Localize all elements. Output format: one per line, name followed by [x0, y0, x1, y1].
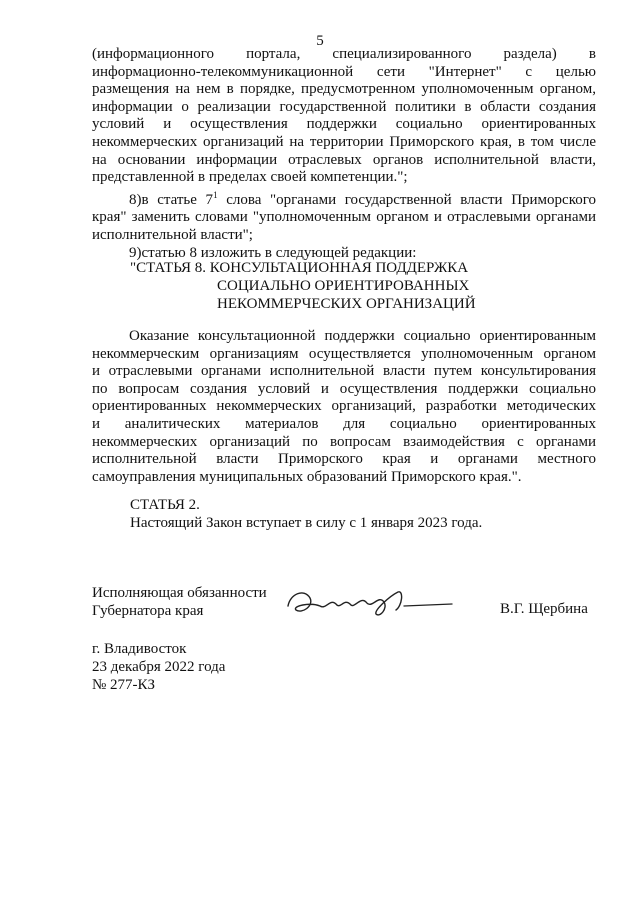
item-8-superscript: 1 [213, 189, 218, 200]
heading-line: НЕКОММЕРЧЕСКИХ ОРГАНИЗАЦИЙ [217, 296, 476, 312]
handwritten-signature [280, 584, 460, 622]
item-8-text-b: слова "органами государственной власти Приморского [217, 191, 597, 208]
article-2-title: СТАТЬЯ 2. [130, 497, 200, 513]
amendment-text [92, 46, 596, 262]
text-line: размещения на нем в порядке, предусмотренном уполномоченным органом, [92, 81, 596, 98]
text-line: и отраслевыми органами исполнительной власти путем консультирования [92, 363, 596, 380]
article-2-text: Настоящий Закон вступает в силу с 1 января 2023 года. [130, 515, 483, 531]
text-line: представленной в пределах своей компетенции."; [92, 169, 408, 186]
item-8-line [92, 187, 596, 210]
item-8-text-a: 8)в статье 7 [129, 191, 214, 208]
article-8-body [92, 328, 596, 486]
signing-city: г. Владивосток [92, 641, 187, 657]
text-line: самоуправления муниципальных образований Приморского края.". [92, 468, 522, 485]
signatory-title [92, 584, 267, 620]
text-line: края" заменить словами "уполномоченным органом и отраслевыми органами [92, 209, 596, 226]
text-line: информации о реализации государственной политики в области создания [92, 98, 596, 115]
text-line: некоммерческих организаций на территории Приморского края, в том числе [92, 133, 596, 150]
text-line: исполнительной власти Приморского края и органами местного [92, 451, 596, 468]
text-line: на основании информации отраслевых органов исполнительной власти, [92, 151, 596, 168]
page-number: 5 [316, 33, 324, 49]
text-line: исполнительной власти"; [92, 226, 253, 243]
law-number: № 277-КЗ [92, 677, 156, 693]
text-line: Оказание консультационной поддержки социально ориентированным [129, 328, 596, 344]
signing-details [92, 640, 225, 694]
heading-line: СОЦИАЛЬНО ОРИЕНТИРОВАННЫХ [217, 278, 470, 294]
text-line: информационно-телекоммуникационной сети "Интернет" с целью [92, 63, 596, 80]
item-9: 9)статью 8 изложить в следующей редакции: [129, 244, 417, 261]
article-8-heading [130, 259, 476, 313]
heading-line: "СТАТЬЯ 8. КОНСУЛЬТАЦИОННАЯ ПОДДЕРЖКА [130, 260, 469, 276]
signing-date: 23 декабря 2022 года [92, 659, 226, 675]
text-line: и аналитических материалов для социально ориентированных [92, 415, 596, 432]
text-line: (информационного портала, специализированного раздела) в [92, 46, 596, 62]
text-line: условий и осуществления поддержки социально ориентированных [92, 116, 596, 133]
text-line: некоммерческим организациям осуществляется уполномоченным органом [92, 345, 596, 362]
signatory-line: Губернатора края [92, 603, 204, 619]
text-line: ориентированных некоммерческих организаций, разработки методических [92, 398, 596, 415]
text-line: некоммерческих организаций по вопросам взаимодействия с органами [92, 433, 596, 450]
article-2 [130, 496, 482, 532]
signatory-name: В.Г. Щербина [500, 601, 588, 617]
signatory-line: Исполняющая обязанности [92, 585, 267, 601]
text-line: по вопросам создания условий и осуществления поддержки социально [92, 380, 596, 397]
